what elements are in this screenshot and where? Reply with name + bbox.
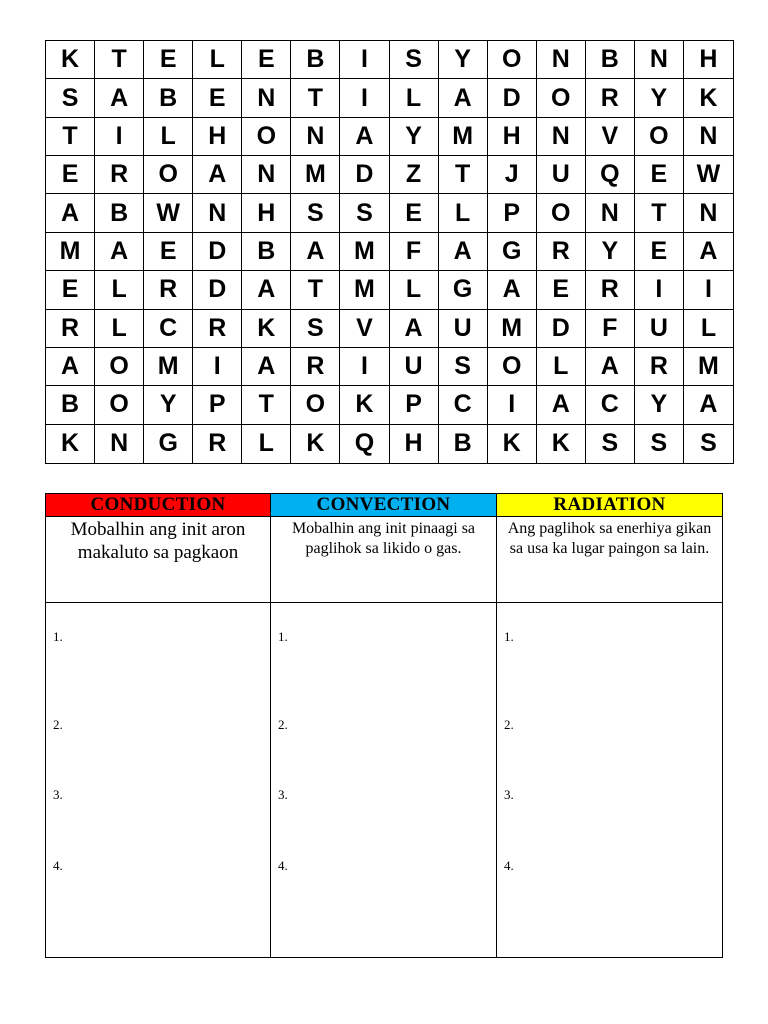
grid-letter-cell[interactable]: W	[684, 156, 733, 194]
grid-letter-cell[interactable]: E	[242, 41, 291, 79]
grid-letter-cell[interactable]: U	[439, 310, 488, 348]
grid-letter-cell[interactable]: A	[684, 233, 733, 271]
grid-letter-cell[interactable]: Y	[390, 118, 439, 156]
grid-letter-cell[interactable]: R	[537, 233, 586, 271]
grid-letter-cell[interactable]: R	[193, 310, 242, 348]
grid-letter-cell[interactable]: D	[340, 156, 389, 194]
grid-letter-cell[interactable]: K	[488, 425, 537, 463]
grid-letter-cell[interactable]: E	[46, 156, 95, 194]
grid-letter-cell[interactable]: F	[586, 310, 635, 348]
grid-letter-cell[interactable]: Z	[390, 156, 439, 194]
grid-letter-cell[interactable]: T	[439, 156, 488, 194]
grid-letter-cell[interactable]: S	[700, 429, 717, 458]
conduction-description: Mobalhin ang init aron makaluto sa pagkaon	[46, 517, 271, 603]
grid-letter-cell[interactable]: A	[439, 79, 488, 117]
grid-letter-cell[interactable]: A	[340, 118, 389, 156]
grid-letter-cell[interactable]: R	[635, 348, 684, 386]
grid-letter-cell[interactable]: M	[46, 233, 95, 271]
grid-letter-cell[interactable]: A	[95, 79, 144, 117]
grid-letter-cell[interactable]: I	[635, 271, 684, 309]
grid-letter-cell[interactable]: H	[390, 425, 439, 463]
grid-letter-cell[interactable]: T	[242, 386, 291, 424]
grid-letter-cell[interactable]: D	[537, 310, 586, 348]
grid-letter-cell[interactable]: N	[684, 118, 733, 156]
grid-letter-cell[interactable]: O	[144, 156, 193, 194]
conduction-answers[interactable]	[46, 603, 271, 957]
answer-number: 2.	[504, 717, 514, 732]
grid-letter-cell[interactable]: A	[684, 386, 733, 424]
answer-number: 1.	[53, 629, 63, 644]
grid-letter-cell[interactable]: N	[291, 118, 340, 156]
grid-letter-cell[interactable]: E	[635, 156, 684, 194]
grid-letter-cell[interactable]: B	[46, 386, 95, 424]
grid-letter-cell[interactable]: R	[586, 271, 635, 309]
grid-letter-cell[interactable]: M	[340, 233, 389, 271]
grid-letter-cell[interactable]: T	[95, 41, 144, 79]
answer-number: 3.	[278, 787, 288, 802]
grid-letter-cell[interactable]: H	[684, 41, 733, 79]
radiation-answers[interactable]	[497, 603, 722, 957]
grid-letter-cell[interactable]: L	[193, 41, 242, 79]
grid-letter-cell[interactable]: O	[537, 79, 586, 117]
grid-letter-cell[interactable]: E	[635, 233, 684, 271]
word-search-grid	[45, 40, 734, 464]
grid-letter-cell[interactable]: G	[144, 425, 193, 463]
grid-letter-cell[interactable]: Y	[635, 386, 684, 424]
grid-letter-cell[interactable]: R	[144, 271, 193, 309]
grid-letter-cell[interactable]: G	[488, 233, 537, 271]
grid-letter-cell[interactable]: B	[242, 233, 291, 271]
grid-letter-cell[interactable]: O	[635, 118, 684, 156]
grid-letter-cell[interactable]: K	[242, 310, 291, 348]
grid-letter-cell[interactable]: U	[635, 310, 684, 348]
grid-letter-cell[interactable]: T	[291, 79, 340, 117]
grid-letter-cell[interactable]: L	[390, 271, 439, 309]
grid-letter-cell[interactable]: N	[537, 41, 586, 79]
grid-letter-cell[interactable]: E	[537, 271, 586, 309]
answer-number: 3.	[53, 787, 63, 802]
grid-letter-cell[interactable]: U	[537, 156, 586, 194]
grid-letter-cell[interactable]: M	[144, 348, 193, 386]
conduction-header: CONDUCTION	[46, 494, 271, 517]
grid-letter-cell[interactable]: R	[291, 348, 340, 386]
grid-letter-cell[interactable]: S	[340, 194, 389, 232]
answer-number: 1.	[504, 629, 514, 644]
grid-letter-cell[interactable]: T	[46, 118, 95, 156]
grid-letter-cell[interactable]: B	[291, 41, 340, 79]
grid-letter-cell[interactable]: L	[242, 425, 291, 463]
grid-letter-cell[interactable]: N	[684, 194, 733, 232]
grid-letter-cell[interactable]: A	[291, 233, 340, 271]
grid-letter-cell[interactable]: N	[242, 156, 291, 194]
grid-letter-cell[interactable]: A	[95, 233, 144, 271]
grid-letter-cell[interactable]: K	[46, 425, 95, 463]
answer-number: 2.	[53, 717, 63, 732]
grid-letter-cell[interactable]: I	[684, 271, 733, 309]
grid-letter-cell[interactable]: P	[390, 386, 439, 424]
grid-letter-cell[interactable]: P	[193, 386, 242, 424]
grid-letter-cell[interactable]: M	[439, 118, 488, 156]
grid-letter-cell[interactable]: D	[488, 79, 537, 117]
answer-number: 3.	[504, 787, 514, 802]
grid-letter-cell[interactable]: S	[291, 310, 340, 348]
grid-letter-cell[interactable]: M	[684, 348, 733, 386]
grid-letter-cell[interactable]: N	[193, 194, 242, 232]
grid-letter-cell[interactable]: Q	[586, 156, 635, 194]
grid-letter-cell[interactable]: Y	[439, 41, 488, 79]
grid-letter-cell[interactable]: C	[439, 386, 488, 424]
grid-letter-cell[interactable]: B	[95, 194, 144, 232]
grid-letter-cell[interactable]: C	[586, 386, 635, 424]
grid-letter-cell[interactable]: O	[242, 118, 291, 156]
grid-letter-cell[interactable]: E	[390, 194, 439, 232]
grid-letter-cell[interactable]: T	[291, 271, 340, 309]
grid-letter-cell[interactable]: L	[684, 310, 733, 348]
grid-letter-cell[interactable]: O	[291, 386, 340, 424]
grid-letter-cell[interactable]: W	[144, 194, 193, 232]
grid-letter-cell[interactable]: I	[340, 41, 389, 79]
grid-letter-cell[interactable]: L	[537, 348, 586, 386]
grid-letter-cell[interactable]: J	[488, 156, 537, 194]
grid-letter-cell[interactable]: A	[193, 156, 242, 194]
grid-letter-cell[interactable]: A	[390, 310, 439, 348]
grid-letter-cell[interactable]: I	[340, 79, 389, 117]
grid-letter-cell[interactable]: K	[46, 41, 95, 79]
grid-letter-cell[interactable]: L	[95, 271, 144, 309]
grid-letter-cell[interactable]: F	[390, 233, 439, 271]
grid-letter-cell[interactable]: R	[586, 79, 635, 117]
grid-letter-cell[interactable]: A	[46, 194, 95, 232]
convection-answers[interactable]	[271, 603, 497, 957]
grid-letter-cell[interactable]: L	[144, 118, 193, 156]
grid-letter-cell[interactable]: D	[193, 271, 242, 309]
grid-letter-cell[interactable]: I	[95, 118, 144, 156]
convection-description: Mobalhin ang init pinaagi sa paglihok sa likido o gas.	[271, 517, 497, 603]
grid-letter-cell[interactable]: S	[439, 348, 488, 386]
grid-letter-cell[interactable]: B	[586, 41, 635, 79]
answer-number: 2.	[278, 717, 288, 732]
grid-letter-cell[interactable]: K	[537, 425, 586, 463]
answer-number: 4.	[504, 858, 514, 873]
grid-letter-cell[interactable]: E	[46, 271, 95, 309]
grid-letter-cell[interactable]: O	[488, 348, 537, 386]
grid-letter-cell[interactable]: H	[242, 194, 291, 232]
grid-letter-cell[interactable]: G	[439, 271, 488, 309]
grid-letter-cell[interactable]: P	[488, 194, 537, 232]
grid-letter-cell[interactable]: D	[193, 233, 242, 271]
grid-letter-cell[interactable]: H	[193, 118, 242, 156]
answer-number: 4.	[278, 858, 288, 873]
grid-letter-cell[interactable]: M	[291, 156, 340, 194]
grid-letter-cell[interactable]: O	[95, 386, 144, 424]
grid-letter-cell[interactable]: A	[488, 271, 537, 309]
convection-header: CONVECTION	[271, 494, 497, 517]
grid-letter-cell[interactable]: S	[291, 194, 340, 232]
grid-letter-cell[interactable]: B	[439, 425, 488, 463]
grid-letter-cell[interactable]: M	[488, 310, 537, 348]
grid-letter-cell[interactable]: S	[46, 79, 95, 117]
grid-letter-cell[interactable]: N	[95, 425, 144, 463]
grid-letter-cell[interactable]: H	[488, 118, 537, 156]
heat-transfer-table	[45, 493, 723, 958]
grid-letter-cell[interactable]: Y	[144, 386, 193, 424]
grid-letter-cell[interactable]: E	[144, 41, 193, 79]
grid-letter-cell[interactable]: O	[95, 348, 144, 386]
grid-letter-cell[interactable]: S	[586, 425, 635, 463]
grid-letter-cell[interactable]: C	[144, 310, 193, 348]
grid-letter-cell[interactable]: V	[340, 310, 389, 348]
grid-letter-cell[interactable]: T	[635, 194, 684, 232]
grid-letter-cell[interactable]: S	[390, 41, 439, 79]
grid-letter-cell[interactable]: A	[439, 233, 488, 271]
grid-letter-cell[interactable]: N	[586, 194, 635, 232]
grid-letter-cell[interactable]: L	[95, 310, 144, 348]
grid-letter-cell[interactable]: A	[242, 348, 291, 386]
grid-letter-cell[interactable]: A	[242, 271, 291, 309]
grid-letter-cell[interactable]: I	[193, 348, 242, 386]
grid-letter-cell[interactable]: O	[488, 41, 537, 79]
grid-letter-cell[interactable]: N	[242, 79, 291, 117]
grid-letter-cell[interactable]: L	[439, 194, 488, 232]
grid-letter-cell[interactable]: V	[586, 118, 635, 156]
radiation-header: RADIATION	[497, 494, 722, 517]
grid-letter-cell[interactable]: A	[586, 348, 635, 386]
grid-letter-cell[interactable]: A	[46, 348, 95, 386]
grid-letter-cell[interactable]: E	[144, 233, 193, 271]
grid-letter-cell[interactable]: Q	[340, 425, 389, 463]
grid-letter-cell[interactable]: R	[46, 310, 95, 348]
radiation-description: Ang paglihok sa enerhiya gikan sa usa ka lugar paingon sa lain.	[497, 517, 722, 603]
grid-letter-cell[interactable]: M	[340, 271, 389, 309]
grid-letter-cell[interactable]: R	[95, 156, 144, 194]
grid-letter-cell[interactable]: E	[193, 79, 242, 117]
grid-letter-cell[interactable]: Y	[586, 233, 635, 271]
grid-letter-cell[interactable]: A	[537, 386, 586, 424]
grid-letter-cell[interactable]: S	[635, 425, 684, 463]
grid-letter-cell[interactable]: K	[291, 425, 340, 463]
grid-letter-cell[interactable]: U	[390, 348, 439, 386]
grid-letter-cell[interactable]: I	[488, 386, 537, 424]
grid-letter-cell[interactable]: Y	[635, 79, 684, 117]
grid-letter-cell[interactable]: K	[684, 79, 733, 117]
grid-letter-cell[interactable]: N	[537, 118, 586, 156]
grid-letter-cell[interactable]: I	[340, 348, 389, 386]
grid-letter-cell[interactable]: N	[635, 41, 684, 79]
grid-letter-cell[interactable]: R	[193, 425, 242, 463]
grid-letter-cell[interactable]: O	[537, 194, 586, 232]
grid-letter-cell[interactable]: L	[390, 79, 439, 117]
grid-letter-cell[interactable]: B	[144, 79, 193, 117]
answer-number: 1.	[278, 629, 288, 644]
grid-letter-cell[interactable]: K	[340, 386, 389, 424]
answer-number: 4.	[53, 858, 63, 873]
